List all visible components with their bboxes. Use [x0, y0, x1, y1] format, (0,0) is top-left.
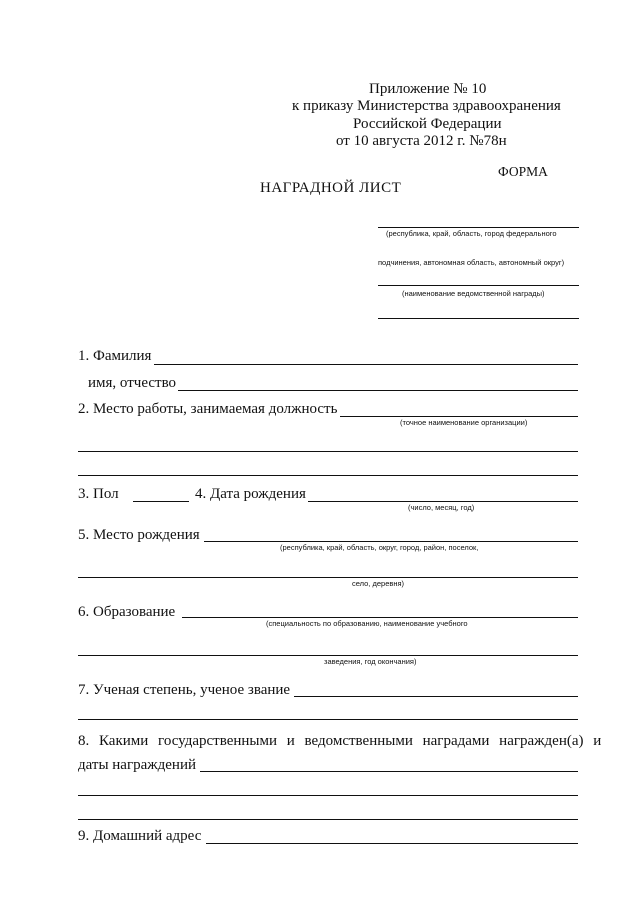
- workplace-label: 2. Место работы, занимаемая должность: [78, 401, 338, 417]
- workplace-field[interactable]: [340, 416, 578, 417]
- region-line-1[interactable]: [378, 227, 579, 228]
- education-label: 6. Образование: [78, 604, 176, 620]
- region-caption-2: подчинения, автономная область, автономный округ): [378, 258, 565, 267]
- award-name-caption: (наименование ведомственной награды): [402, 289, 545, 298]
- birthdate-label: 4. Дата рождения: [195, 486, 306, 502]
- home-address-label: 9. Домашний адрес: [78, 828, 202, 844]
- degree-line-2[interactable]: [78, 719, 578, 720]
- workplace-line-3[interactable]: [78, 475, 578, 476]
- sex-label: 3. Пол: [78, 486, 119, 502]
- document-title: НАГРАДНОЙ ЛИСТ: [260, 180, 402, 196]
- awards-field[interactable]: [200, 771, 578, 772]
- home-address-field[interactable]: [206, 843, 578, 844]
- award-name-line[interactable]: [378, 285, 579, 286]
- birthplace-caption-1: (республика, край, область, округ, город, район, поселок,: [280, 543, 479, 552]
- birthplace-field[interactable]: [204, 541, 578, 542]
- awards-label-line-2: даты награждений: [78, 757, 197, 773]
- education-line-2[interactable]: [78, 655, 578, 656]
- awards-label-line-1: [78, 733, 602, 750]
- workplace-caption: (точное наименование организации): [400, 418, 528, 427]
- birthplace-line-2[interactable]: [78, 577, 578, 578]
- surname-field[interactable]: [154, 364, 578, 365]
- sex-field[interactable]: [133, 501, 189, 502]
- degree-field[interactable]: [294, 696, 578, 697]
- awards-line-2[interactable]: [78, 795, 578, 796]
- order-reference: к приказу Министерства здравоохранения: [292, 98, 561, 114]
- birthdate-field[interactable]: [308, 501, 578, 502]
- name-patronymic-field[interactable]: [178, 390, 578, 391]
- form-label: ФОРМА: [498, 164, 548, 179]
- region-caption-1: (республика, край, область, город федерального: [386, 229, 557, 238]
- workplace-line-2[interactable]: [78, 451, 578, 452]
- birthplace-label: 5. Место рождения: [78, 527, 200, 543]
- awards-line-3[interactable]: [78, 819, 578, 820]
- degree-label: 7. Ученая степень, ученое звание: [78, 682, 291, 698]
- birthplace-caption-2: село, деревня): [352, 579, 405, 588]
- surname-label: 1. Фамилия: [78, 348, 152, 364]
- award-name-line-2[interactable]: [378, 318, 579, 319]
- order-date: от 10 августа 2012 г. №78н: [336, 133, 507, 149]
- name-patronymic-label: имя, отчество: [88, 375, 177, 391]
- education-caption-2: заведения, год окончания): [324, 657, 417, 666]
- education-field[interactable]: [182, 617, 578, 618]
- awards-label-text: 8. Какими государственными и ведомственными наградами награжден(а) и: [78, 733, 602, 749]
- birthdate-caption: (число, месяц, год): [408, 503, 475, 512]
- education-caption-1: (специальность по образованию, наименование учебного: [266, 619, 468, 628]
- federation-name: Российской Федерации: [353, 116, 502, 132]
- appendix-number: Приложение № 10: [369, 81, 487, 97]
